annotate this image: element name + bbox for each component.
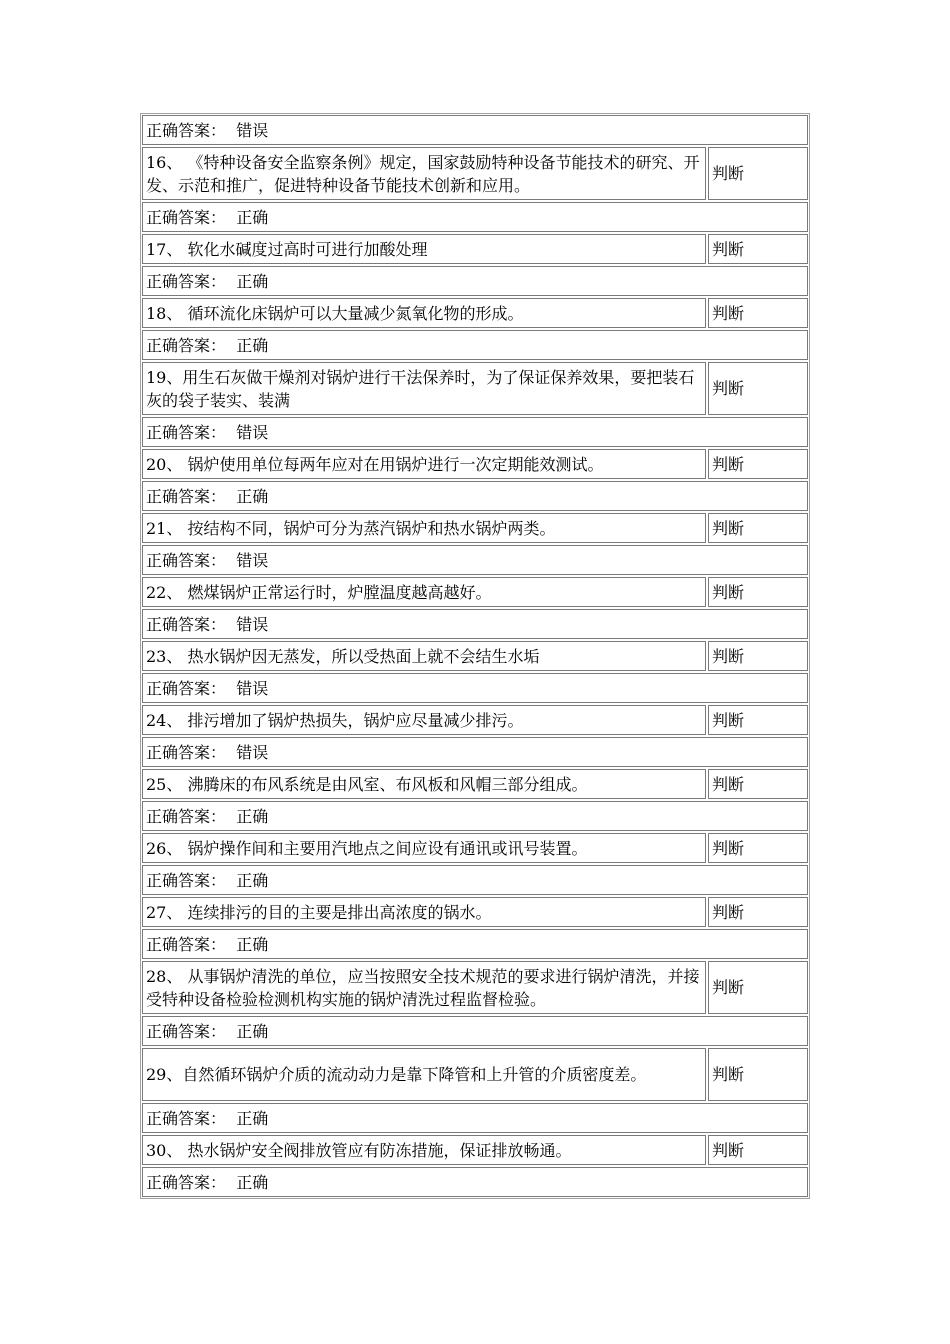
question-cell (142, 298, 706, 328)
answer-value: 错误 (236, 422, 269, 442)
answer-row (142, 1103, 808, 1133)
answer-cell (142, 1167, 808, 1197)
question-text: 28、 从事锅炉清洗的单位，应当按照安全技术规范的要求进行锅炉清洗，并接受特种设备检验检测机构实施的锅炉清洗过程监督检验。 (146, 966, 700, 1009)
question-cell (142, 513, 706, 543)
answer-cell (142, 929, 808, 959)
answer-label: 正确答案： (146, 120, 227, 140)
answer-cell (142, 865, 808, 895)
answer-label: 正确答案： (146, 271, 227, 291)
answer-value: 正确 (236, 271, 269, 291)
question-type: 判断 (712, 1065, 745, 1084)
answer-value: 错误 (236, 678, 269, 698)
answer-label: 正确答案： (146, 422, 227, 442)
question-cell (142, 362, 706, 415)
question-type-cell (708, 147, 808, 200)
answer-label: 正确答案： (146, 1021, 227, 1041)
answer-cell (142, 202, 808, 232)
question-row (142, 1135, 808, 1165)
question-text: 17、 软化水碱度过高时可进行加酸处理 (146, 239, 428, 259)
question-text: 25、 沸腾床的布风系统是由风室、布风板和风帽三部分组成。 (146, 774, 588, 794)
answer-value: 错误 (236, 550, 269, 570)
answer-row (142, 1016, 808, 1046)
answer-row (142, 266, 808, 296)
answer-value: 错误 (236, 120, 269, 140)
answer-cell (142, 545, 808, 575)
answer-row (142, 481, 808, 511)
answer-row (142, 1167, 808, 1197)
question-row (142, 833, 808, 863)
answer-row (142, 929, 808, 959)
question-text: 26、 锅炉操作间和主要用汽地点之间应设有通讯或讯号装置。 (146, 838, 588, 858)
question-text: 20、 锅炉使用单位每两年应对在用锅炉进行一次定期能效测试。 (146, 454, 604, 474)
question-type-cell (708, 897, 808, 927)
question-type: 判断 (712, 379, 745, 398)
answer-label: 正确答案： (146, 614, 227, 634)
answer-label: 正确答案： (146, 550, 227, 570)
answer-row (142, 673, 808, 703)
question-text: 18、 循环流化床锅炉可以大量减少氮氧化物的形成。 (146, 303, 524, 323)
question-row (142, 298, 808, 328)
question-row (142, 577, 808, 607)
answer-value: 正确 (236, 486, 269, 506)
answer-label: 正确答案： (146, 207, 227, 227)
answer-row (142, 609, 808, 639)
question-type: 判断 (712, 303, 745, 323)
question-cell (142, 641, 706, 671)
question-text: 16、 《特种设备安全监察条例》规定，国家鼓励特种设备节能技术的研究、开发、示范和推广，促进特种设备节能技术创新和应用。 (146, 152, 700, 195)
answer-cell (142, 481, 808, 511)
question-cell (142, 147, 706, 200)
question-type-cell (708, 641, 808, 671)
answer-row (142, 865, 808, 895)
answer-value: 正确 (236, 934, 269, 954)
answer-cell (142, 609, 808, 639)
question-type-cell (708, 513, 808, 543)
question-text: 23、 热水锅炉因无蒸发，所以受热面上就不会结生水垢 (146, 646, 540, 666)
answer-row (142, 115, 808, 145)
question-type-cell (708, 298, 808, 328)
question-row (142, 362, 808, 415)
answer-value: 错误 (236, 742, 269, 762)
question-type-cell (708, 705, 808, 735)
question-table (140, 113, 810, 1199)
question-type: 判断 (712, 710, 745, 730)
question-cell (142, 769, 706, 799)
question-type: 判断 (712, 646, 745, 666)
answer-cell (142, 266, 808, 296)
question-cell (142, 1048, 706, 1101)
question-cell (142, 897, 706, 927)
question-type-cell (708, 577, 808, 607)
answer-label: 正确答案： (146, 1172, 227, 1192)
answer-value: 正确 (236, 806, 269, 826)
answer-row (142, 545, 808, 575)
answer-cell (142, 737, 808, 767)
answer-value: 正确 (236, 207, 269, 227)
answer-label: 正确答案： (146, 742, 227, 762)
answer-cell (142, 801, 808, 831)
question-row (142, 449, 808, 479)
question-type: 判断 (712, 239, 745, 259)
question-type: 判断 (712, 518, 745, 538)
question-type: 判断 (712, 454, 745, 474)
answer-value: 错误 (236, 614, 269, 634)
question-cell (142, 833, 706, 863)
question-cell (142, 705, 706, 735)
answer-cell (142, 115, 808, 145)
answer-row (142, 330, 808, 360)
answer-label: 正确答案： (146, 806, 227, 826)
question-type-cell (708, 449, 808, 479)
answer-label: 正确答案： (146, 486, 227, 506)
question-type: 判断 (712, 582, 745, 602)
question-cell (142, 234, 706, 264)
question-row (142, 705, 808, 735)
answer-value: 正确 (236, 335, 269, 355)
question-type: 判断 (712, 1140, 745, 1160)
answer-value: 正确 (236, 1172, 269, 1192)
question-type: 判断 (712, 978, 745, 997)
answer-label: 正确答案： (146, 870, 227, 890)
question-type: 判断 (712, 902, 745, 922)
question-row (142, 641, 808, 671)
question-type: 判断 (712, 838, 745, 858)
answer-cell (142, 673, 808, 703)
question-text: 21、 按结构不同，锅炉可分为蒸汽锅炉和热水锅炉两类。 (146, 518, 556, 538)
question-text: 27、 连续排污的目的主要是排出高浓度的锅水。 (146, 902, 492, 922)
question-type: 判断 (712, 774, 745, 794)
question-type-cell (708, 833, 808, 863)
answer-row (142, 202, 808, 232)
question-type-cell (708, 362, 808, 415)
question-text: 19、用生石灰做干燥剂对锅炉进行干法保养时，为了保证保养效果，要把装石灰的袋子装实、装满 (146, 367, 695, 410)
question-type-cell (708, 769, 808, 799)
question-text: 22、 燃煤锅炉正常运行时，炉膛温度越高越好。 (146, 582, 492, 602)
question-row (142, 897, 808, 927)
answer-cell (142, 1016, 808, 1046)
answer-label: 正确答案： (146, 678, 227, 698)
question-type-cell (708, 234, 808, 264)
question-row (142, 513, 808, 543)
answer-row (142, 417, 808, 447)
question-type-cell (708, 1135, 808, 1165)
answer-label: 正确答案： (146, 1108, 227, 1128)
question-row (142, 961, 808, 1014)
question-row (142, 1048, 808, 1101)
question-type-cell (708, 1048, 808, 1101)
question-type: 判断 (712, 164, 745, 183)
question-cell (142, 961, 706, 1014)
question-type-cell (708, 961, 808, 1014)
answer-cell (142, 330, 808, 360)
answer-label: 正确答案： (146, 335, 227, 355)
answer-cell (142, 417, 808, 447)
question-cell (142, 449, 706, 479)
answer-row (142, 737, 808, 767)
answer-cell (142, 1103, 808, 1133)
question-cell (142, 577, 706, 607)
answer-row (142, 801, 808, 831)
question-text: 30、 热水锅炉安全阀排放管应有防冻措施，保证排放畅通。 (146, 1140, 572, 1160)
question-row (142, 234, 808, 264)
answer-value: 正确 (236, 1108, 269, 1128)
answer-label: 正确答案： (146, 934, 227, 954)
question-cell (142, 1135, 706, 1165)
answer-value: 正确 (236, 1021, 269, 1041)
answer-value: 正确 (236, 870, 269, 890)
question-text: 29、自然循环锅炉介质的流动动力是靠下降管和上升管的介质密度差。 (146, 1065, 647, 1084)
question-row (142, 769, 808, 799)
question-text: 24、 排污增加了锅炉热损失，锅炉应尽量减少排污。 (146, 710, 524, 730)
question-row (142, 147, 808, 200)
